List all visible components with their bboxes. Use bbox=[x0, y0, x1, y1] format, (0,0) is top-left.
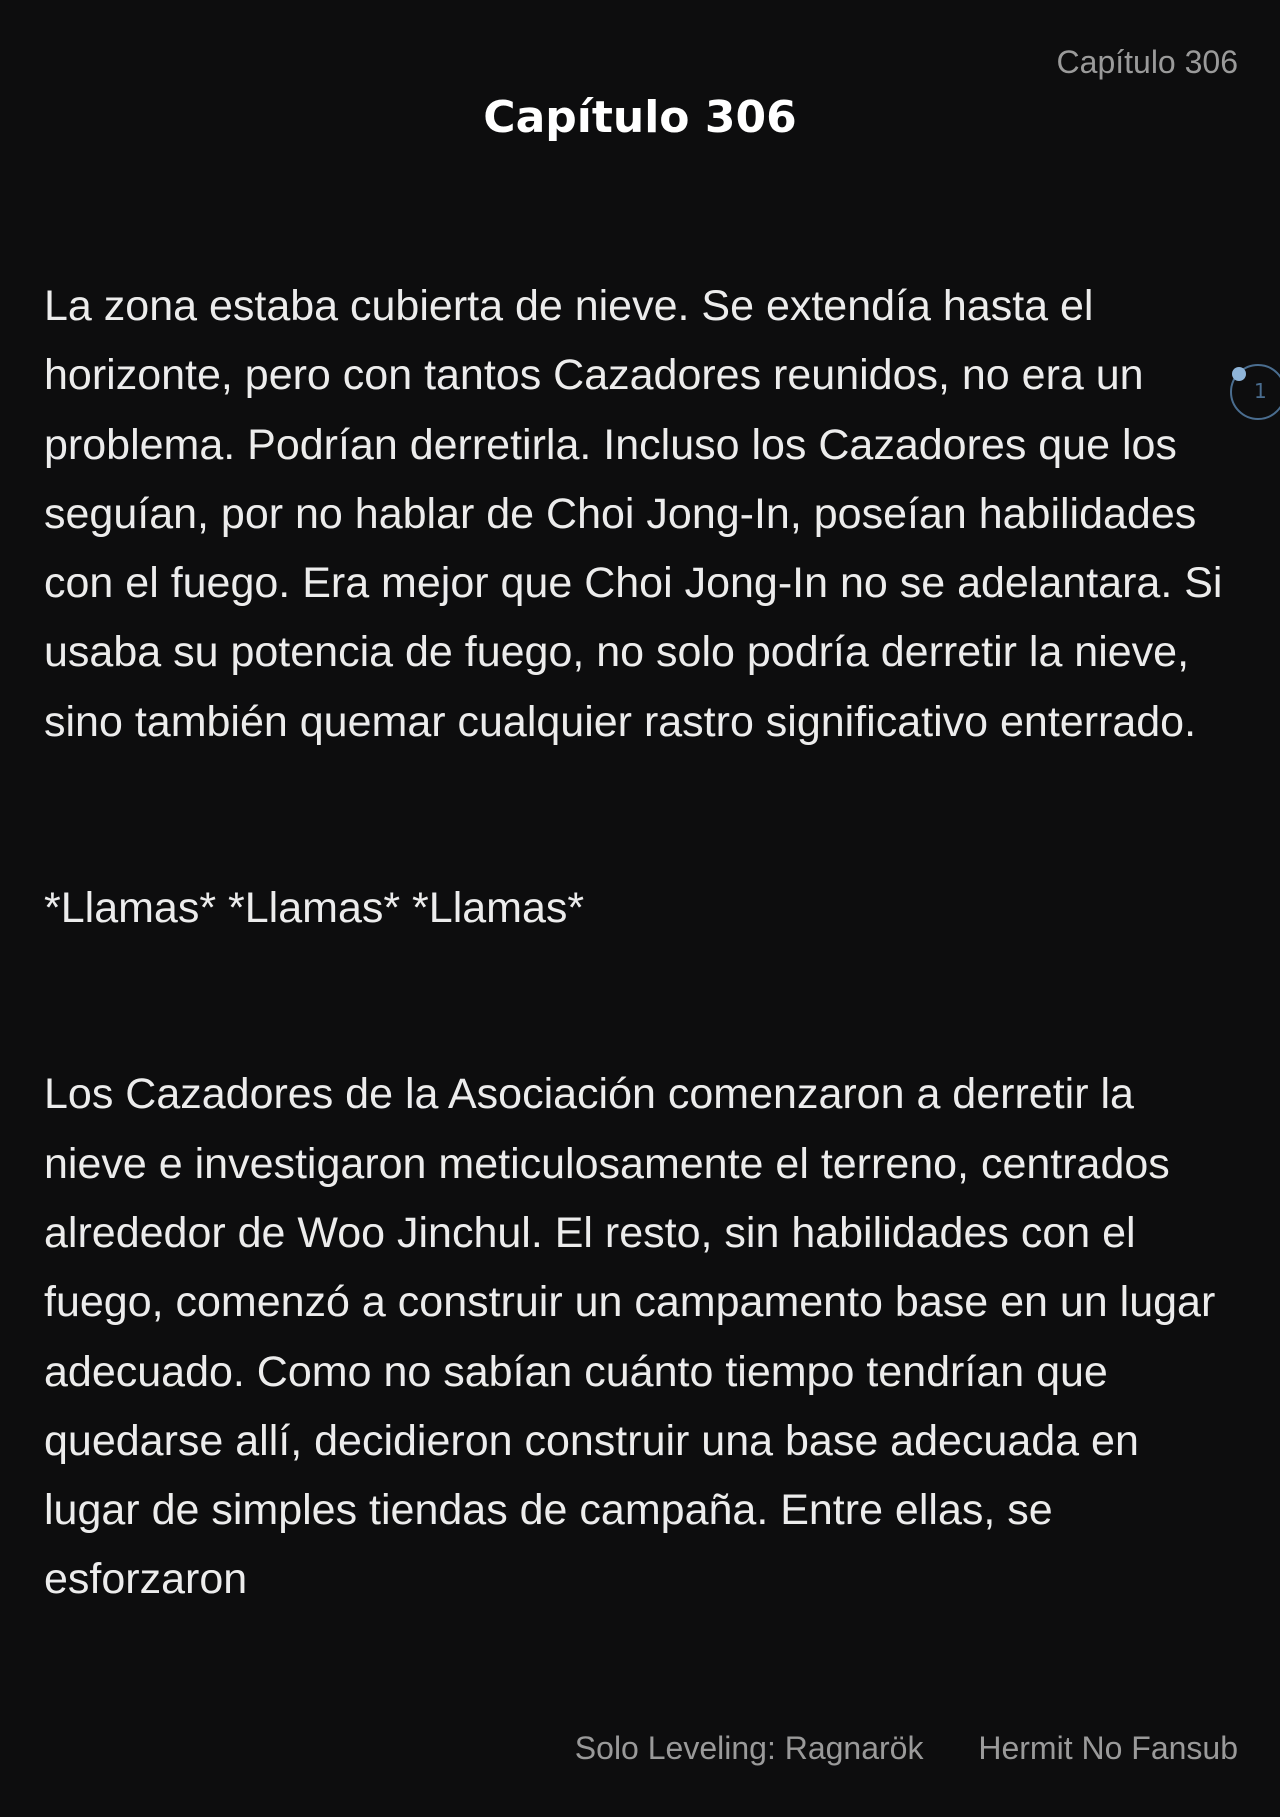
paragraph-3: Los Cazadores de la Asociación comenzaron a derretir la nieve e investigaron meticulosamente el terreno, centrados alrededor de Woo Jinchul. El resto, sin habilidades con el fuego, comenzó a construir un campamento base en un lugar adecuado. Como no sabían cuánto tiempo tendrían que quedarse allí, decidieron construir una base adecuada en lugar de simples tiendas de campaña. Entre ellas, se esforzaron bbox=[44, 1070, 1216, 1604]
paragraph-gap bbox=[44, 757, 1240, 874]
paragraph-2: *Llamas* *Llamas* *Llamas* bbox=[44, 884, 585, 933]
footer-translator: Hermit No Fansub bbox=[978, 1730, 1238, 1766]
chapter-content bbox=[44, 272, 1240, 1615]
paragraph-1: La zona estaba cubierta de nieve. Se extendía hasta el horizonte, pero con tantos Cazadores reunidos, no era un problema. Podrían derretirla. Incluso los Cazadores que los seguían, por no hablar de Choi Jong-In, poseían habilidades con el fuego. Era mejor que Choi Jong-In no se adelantara. Si usaba su potencia de fuego, no solo podría derretir la nieve, sino también quemar cualquier rastro significativo enterrado. bbox=[44, 282, 1223, 746]
paragraph-gap bbox=[44, 943, 1240, 1060]
footer-series-title: Solo Leveling: Ragnarök bbox=[574, 1730, 924, 1766]
comment-count: 1 bbox=[1254, 379, 1267, 403]
footer bbox=[575, 1730, 1238, 1767]
chapter-title: Capítulo 306 bbox=[483, 92, 797, 143]
marker-dot-icon bbox=[1232, 367, 1246, 381]
header-chapter-label: Capítulo 306 bbox=[1056, 44, 1238, 80]
